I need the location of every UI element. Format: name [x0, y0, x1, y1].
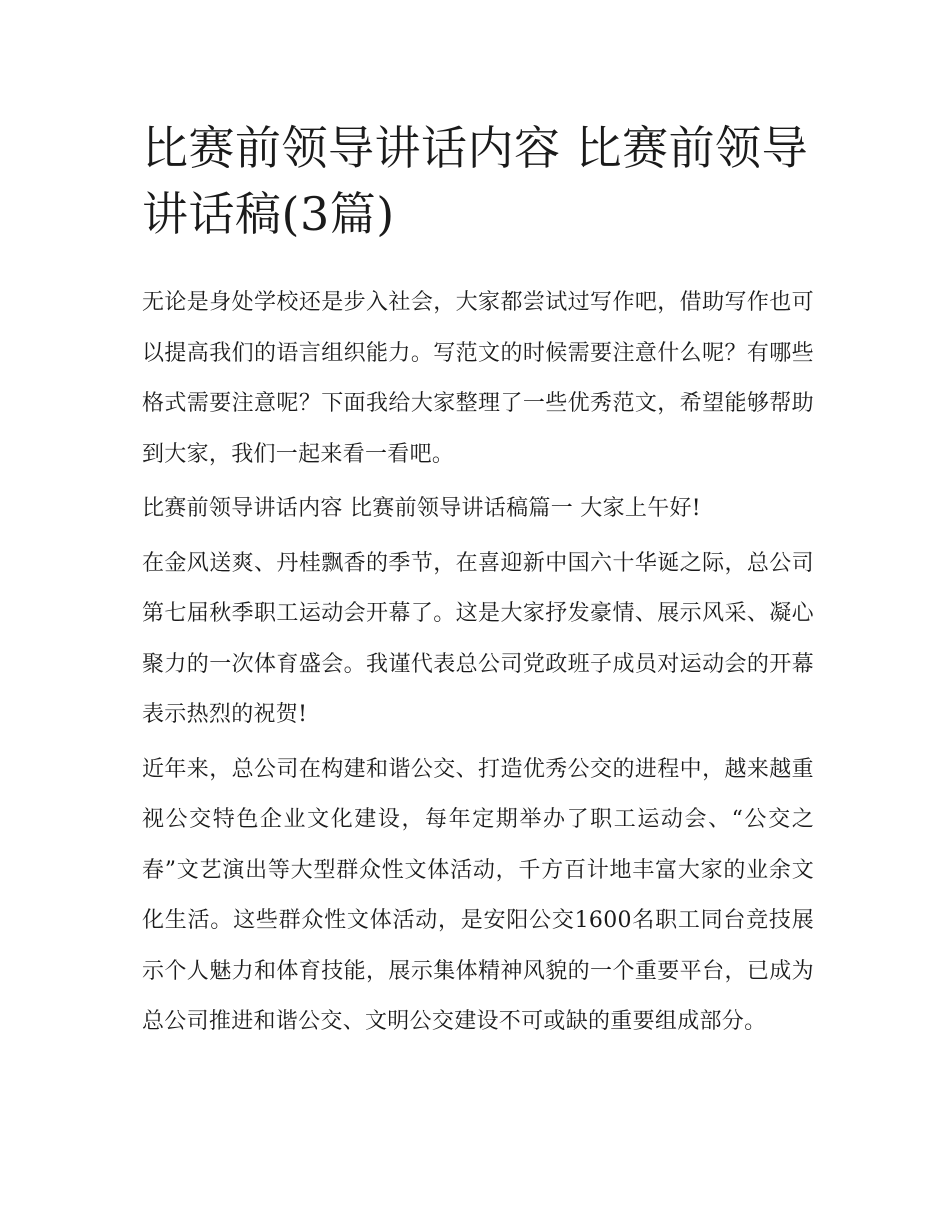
document-body	[142, 278, 814, 1048]
intro-paragraph: 无论是身处学校还是步入社会，大家都尝试过写作吧，借助写作也可以提高我们的语言组织能力。写范文的时候需要注意什么呢？有哪些格式需要注意呢？下面我给大家整理了一些优秀范文，希望能够帮助到大家，我们一起来看一看吧。	[142, 290, 814, 467]
section-heading-paragraph: 比赛前领导讲话内容 比赛前领导讲话稿篇一 大家上午好!	[142, 496, 701, 521]
document-title: 比赛前领导讲话内容 比赛前领导讲话稿(3篇)	[142, 121, 809, 241]
body-paragraph-opening: 在金风送爽、丹桂飘香的季节，在喜迎新中国六十华诞之际，总公司第七届秋季职工运动会开幕了。这是大家抒发豪情、展示风采、凝心聚力的一次体育盛会。我谨代表总公司党政班子成员对运动会的开幕表示热烈的祝贺!	[142, 550, 814, 727]
body-paragraph-recent-years: 近年来，总公司在构建和谐公交、打造优秀公交的进程中，越来越重视公交特色企业文化建设，每年定期举办了职工运动会、“公交之春”文艺演出等大型群众性文体活动，千方百计地丰富大家的业余文化生活。这些群众性文体活动，是安阳公交1600名职工同台竞技展示个人魅力和体育技能，展示集体精神风貌的一个重要平台，已成为总公司推进和谐公交、文明公交建设不可或缺的重要组成部分。	[142, 756, 814, 1034]
